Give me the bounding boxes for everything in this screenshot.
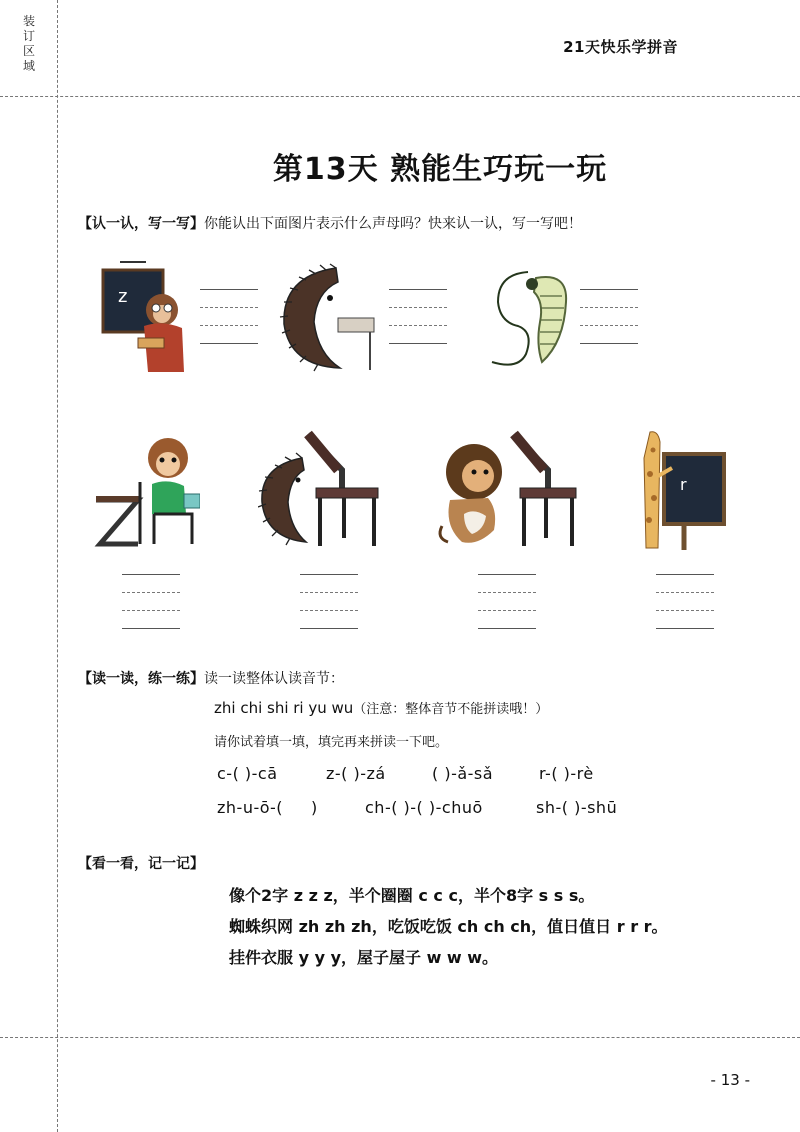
syllables-line [214,698,548,717]
lion-chair-sh-picture [434,430,579,550]
footer-divider [0,1037,800,1038]
section2-tag: 【读一读，练一练】 [78,671,204,687]
section2-instruction: 读一读整体认读音节： [204,671,344,687]
monkey-chair-zh-picture [92,430,200,550]
write-lines-7 [656,574,714,646]
bear-teacher-z-picture [100,260,195,380]
page-title: 第13天 熟能生巧玩一玩 [272,152,608,187]
pinyin-exercise-7: sh-( )-shū [536,798,618,817]
giraffe-board-r-picture [634,428,729,553]
write-lines-5 [300,574,358,646]
section3-heading [78,853,204,873]
pinyin-exercise-6: ch-( )-( )-chuō [365,798,483,817]
write-lines-1 [200,289,258,361]
write-lines-2 [389,289,447,361]
pinyin-exercise-3: ( )-ǎ-sǎ [432,764,494,783]
section1-instruction: 你能认出下面图片表示什么声母吗？快来认一认，写一写吧！ [204,216,582,232]
section3-tag: 【看一看，记一记】 [78,856,204,872]
pinyin-exercise-1: c-( )-cā [217,764,278,783]
board-letter-z: z [118,286,128,307]
pinyin-exercise-2: z-( )-zá [326,764,386,783]
hedgehog-desk-c-picture [278,262,383,377]
book-title: 21天快乐学拼音 [563,38,678,56]
pinyin-exercise-5: zh-u-ō-( ) [217,798,318,817]
silkworm-s-picture [478,262,573,377]
hedgehog-chair-ch-picture [258,430,383,550]
section1-tag: 【认一认，写一写】 [78,216,204,232]
write-lines-3 [580,289,638,361]
rhyme-line-3: 挂件衣服 y y y，屋子屋子 w w w。 [229,948,499,967]
pinyin-exercise-4: r-( )-rè [539,764,594,783]
syllables-note: （注意：整体音节不能拼读哦！） [353,702,549,717]
header-divider [0,96,800,97]
whole-syllables: zhi chi shi ri yu wu [214,699,354,717]
rhyme-line-1: 像个2字 z z z，半个圈圈 c c c，半个8字 s s s。 [229,886,595,905]
rhyme-line-2: 蜘蛛织网 zh zh zh，吃饭吃饭 ch ch ch，值日值日 r r r。 [229,917,668,936]
binding-label: 装 订 区 域 [22,14,35,73]
section1-heading [78,213,582,233]
write-lines-4 [122,574,180,646]
section2-heading [78,668,344,688]
page-number: - 13 - [710,1071,750,1089]
write-lines-6 [478,574,536,646]
fill-prompt: 请你试着填一填，填完再来拼读一下吧。 [214,735,449,750]
board-letter-r: r [680,475,687,494]
